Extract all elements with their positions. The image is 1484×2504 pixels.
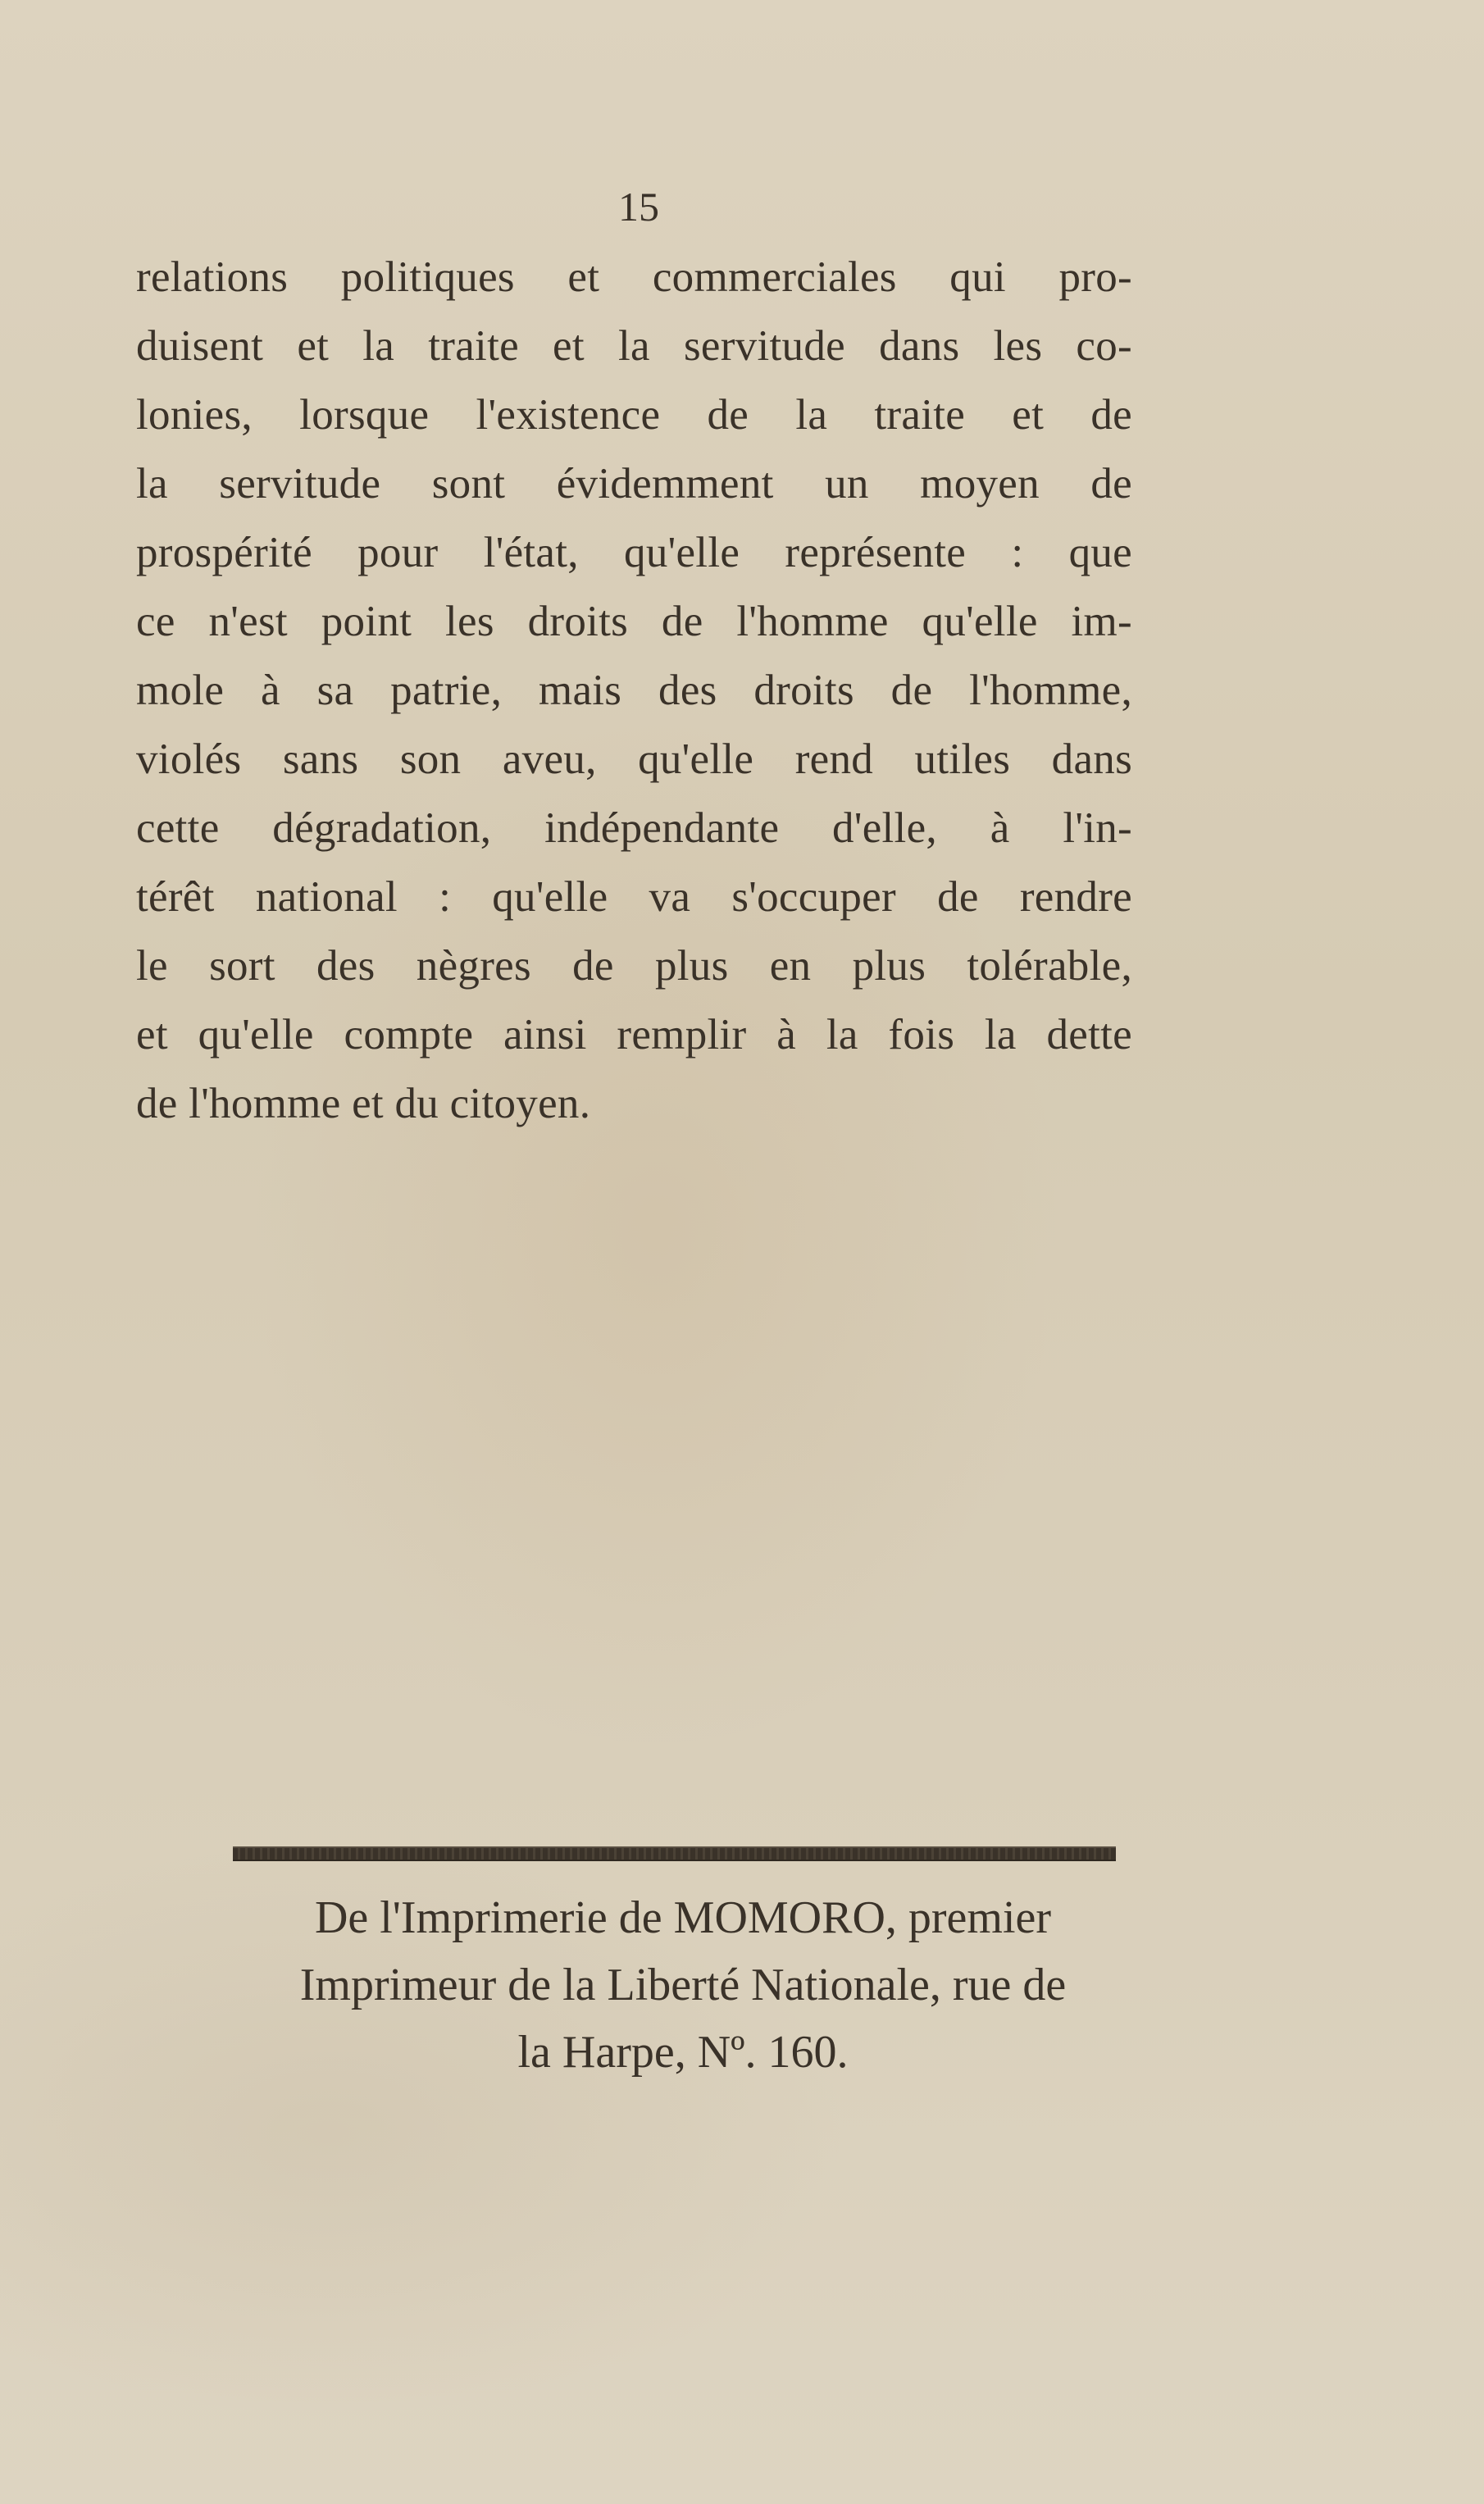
text-line: lonies, lorsque l'existence de la traite et de bbox=[136, 391, 1132, 439]
ornamental-rule bbox=[233, 1846, 1116, 1861]
imprint-line: la Harpe, Nº. 160. bbox=[517, 2027, 849, 2078]
imprint-line: Imprimeur de la Liberté Nationale, rue de bbox=[299, 1960, 1067, 2010]
text-line: cette dégradation, indépendante d'elle, à l'in- bbox=[136, 804, 1132, 852]
text-line: la servitude sont évidemment un moyen de bbox=[136, 460, 1132, 508]
text-line: le sort des nègres de plus en plus tolérable, bbox=[136, 942, 1132, 990]
text-line: duisent et la traite et la servitude dans les co- bbox=[136, 322, 1132, 370]
text-line: mole à sa patrie, mais des droits de l'homme, bbox=[136, 667, 1132, 714]
printer-imprint bbox=[164, 1884, 1202, 2086]
imprint-line: De l'Imprimerie de MOMORO, premier bbox=[314, 1892, 1052, 1943]
text-line: et qu'elle compte ainsi remplir à la fois la dette bbox=[136, 1011, 1132, 1059]
text-line-last: de l'homme et du citoyen. bbox=[136, 1080, 591, 1127]
text-line: relations politiques et commerciales qui pro- bbox=[136, 253, 1132, 301]
text-line: violés sans son aveu, qu'elle rend utiles dans bbox=[136, 735, 1132, 783]
text-line: prospérité pour l'état, qu'elle représente : que bbox=[136, 529, 1132, 576]
body-text bbox=[136, 243, 1132, 1138]
page-number: 15 bbox=[618, 184, 659, 230]
text-line: ce n'est point les droits de l'homme qu'elle im- bbox=[136, 598, 1132, 645]
text-line: térêt national : qu'elle va s'occuper de rendre bbox=[136, 873, 1132, 921]
